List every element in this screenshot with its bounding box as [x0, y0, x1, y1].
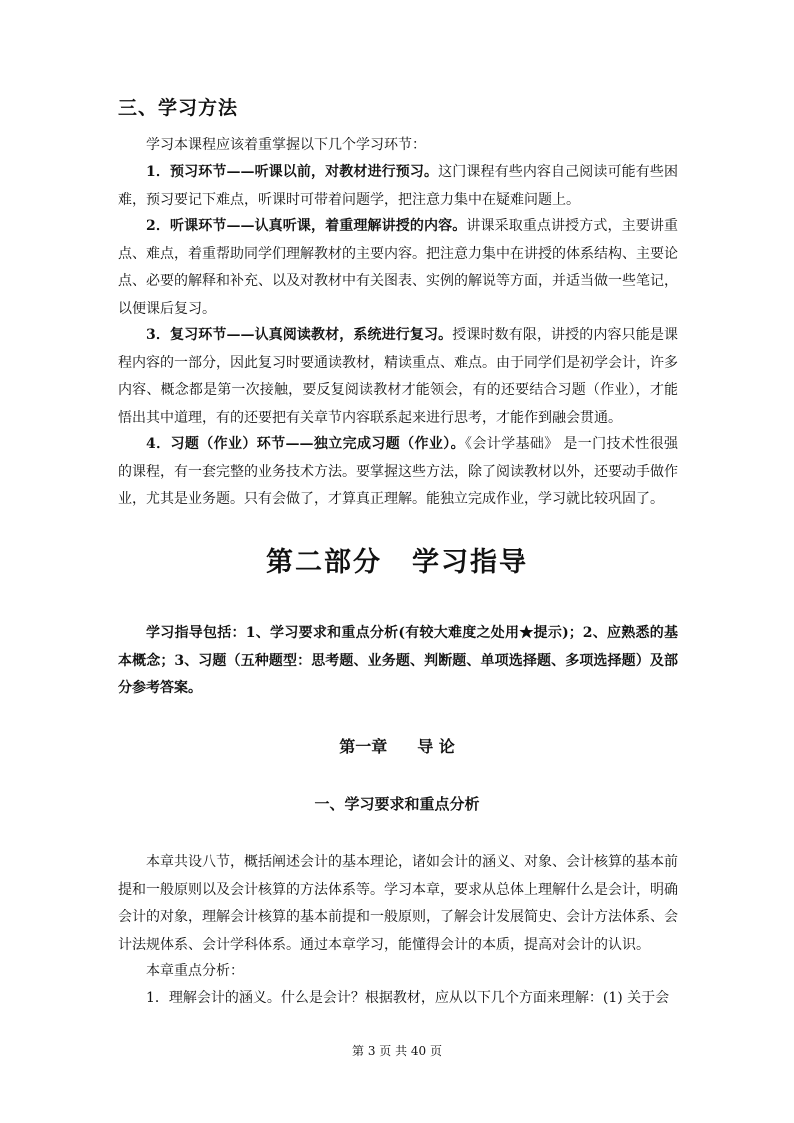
- method-preview-paragraph: [118, 159, 678, 214]
- methods-intro: 学习本课程应该着重掌握以下几个学习环节：: [146, 137, 426, 153]
- method-exercise-paragraph: [118, 431, 678, 514]
- part-title: 学习指导: [412, 547, 528, 578]
- sub-heading: 一、学习要求和重点分析: [314, 795, 480, 813]
- method-listening-text: 讲课采取重点讲授方式，主要讲重点、难点，着重帮助同学们理解教材的主要内容。把注意力集中在讲授的体系结构、主要论点、必要的解释和补充、以及对教材中有关图表、实例的解说等方面，并适当做一些笔记，以便课后复习。: [118, 218, 678, 317]
- part-heading: [0, 540, 794, 579]
- method-listening-title: 2．听课环节——认真听课，着重理解讲授的内容。: [146, 218, 467, 234]
- page-footer: 第 3 页 共 40 页: [352, 1044, 442, 1058]
- key-point-1-paragraph: 1．理解会计的涵义。什么是会计？根据教材，应从以下几个方面来理解：(1) 关于会: [146, 990, 670, 1006]
- method-review-paragraph: [118, 322, 678, 432]
- method-preview-text: 这门课程有些内容自己阅读可能有些困难，预习要记下难点，听课时可带着问题学，把注意力集中在疑难问题上。: [118, 164, 678, 208]
- method-exercise-title: 4．习题（作业）环节——独立完成习题（作业）。: [146, 436, 465, 452]
- chapter-number: 第一章: [339, 737, 388, 756]
- method-review-title: 3．复习环节——认真阅读教材，系统进行复习。: [146, 327, 453, 343]
- part-number: 第二部分: [266, 547, 382, 578]
- method-listening-paragraph: [118, 213, 678, 323]
- method-preview-title: 1．预习环节——听课以前，对教材进行预习。: [146, 164, 439, 180]
- chapter-summary-paragraph: 本章共设八节，概括阐述会计的基本理论，诸如会计的涵义、对象、会计核算的基本前提和一般原则以及会计核算的方法体系等。学习本章，要求从总体上理解什么是会计，明确会计的对象，理解会计核算的基本前提和一般原则，了解会计发展简史、会计方法体系、会计法规体系、会计学科体系。通过本章学习，能懂得会计的本质，提高对会计的认识。: [118, 854, 678, 953]
- chapter-title: 导 论: [417, 737, 455, 756]
- chapter-heading: [0, 734, 794, 757]
- section-heading: 三、学习方法: [118, 97, 239, 119]
- method-review-text: 授课时数有限，讲授的内容只能是课程内容的一部分，因此复习时要通读教材，精读重点、难点。由于同学们是初学会计，许多内容、概念都是第一次接触，要反复阅读教材才能领会，有的还要结合习题（作业），才能悟出其中道理，有的还要把有关章节内容联系起来进行思考，才能作到融会贯通。: [118, 327, 679, 426]
- method-exercise-text: 《会计学基础》 是一门技术性很强的课程，有一套完整的业务技术方法。要掌握这些方法，除了阅读教材以外，还要动手做作业，尤其是业务题。只有会做了，才算真正理解。能独立完成作业，学习就比较巩固了。: [118, 436, 678, 507]
- key-points-label: 本章重点分析：: [146, 963, 244, 979]
- guide-intro: 学习指导包括：1、学习要求和重点分析(有较大难度之处用★提示)；2、应熟悉的基本概念；3、习题（五种题型：思考题、业务题、判断题、单项选择题、多项选择题）及部分参考答案。: [118, 625, 678, 696]
